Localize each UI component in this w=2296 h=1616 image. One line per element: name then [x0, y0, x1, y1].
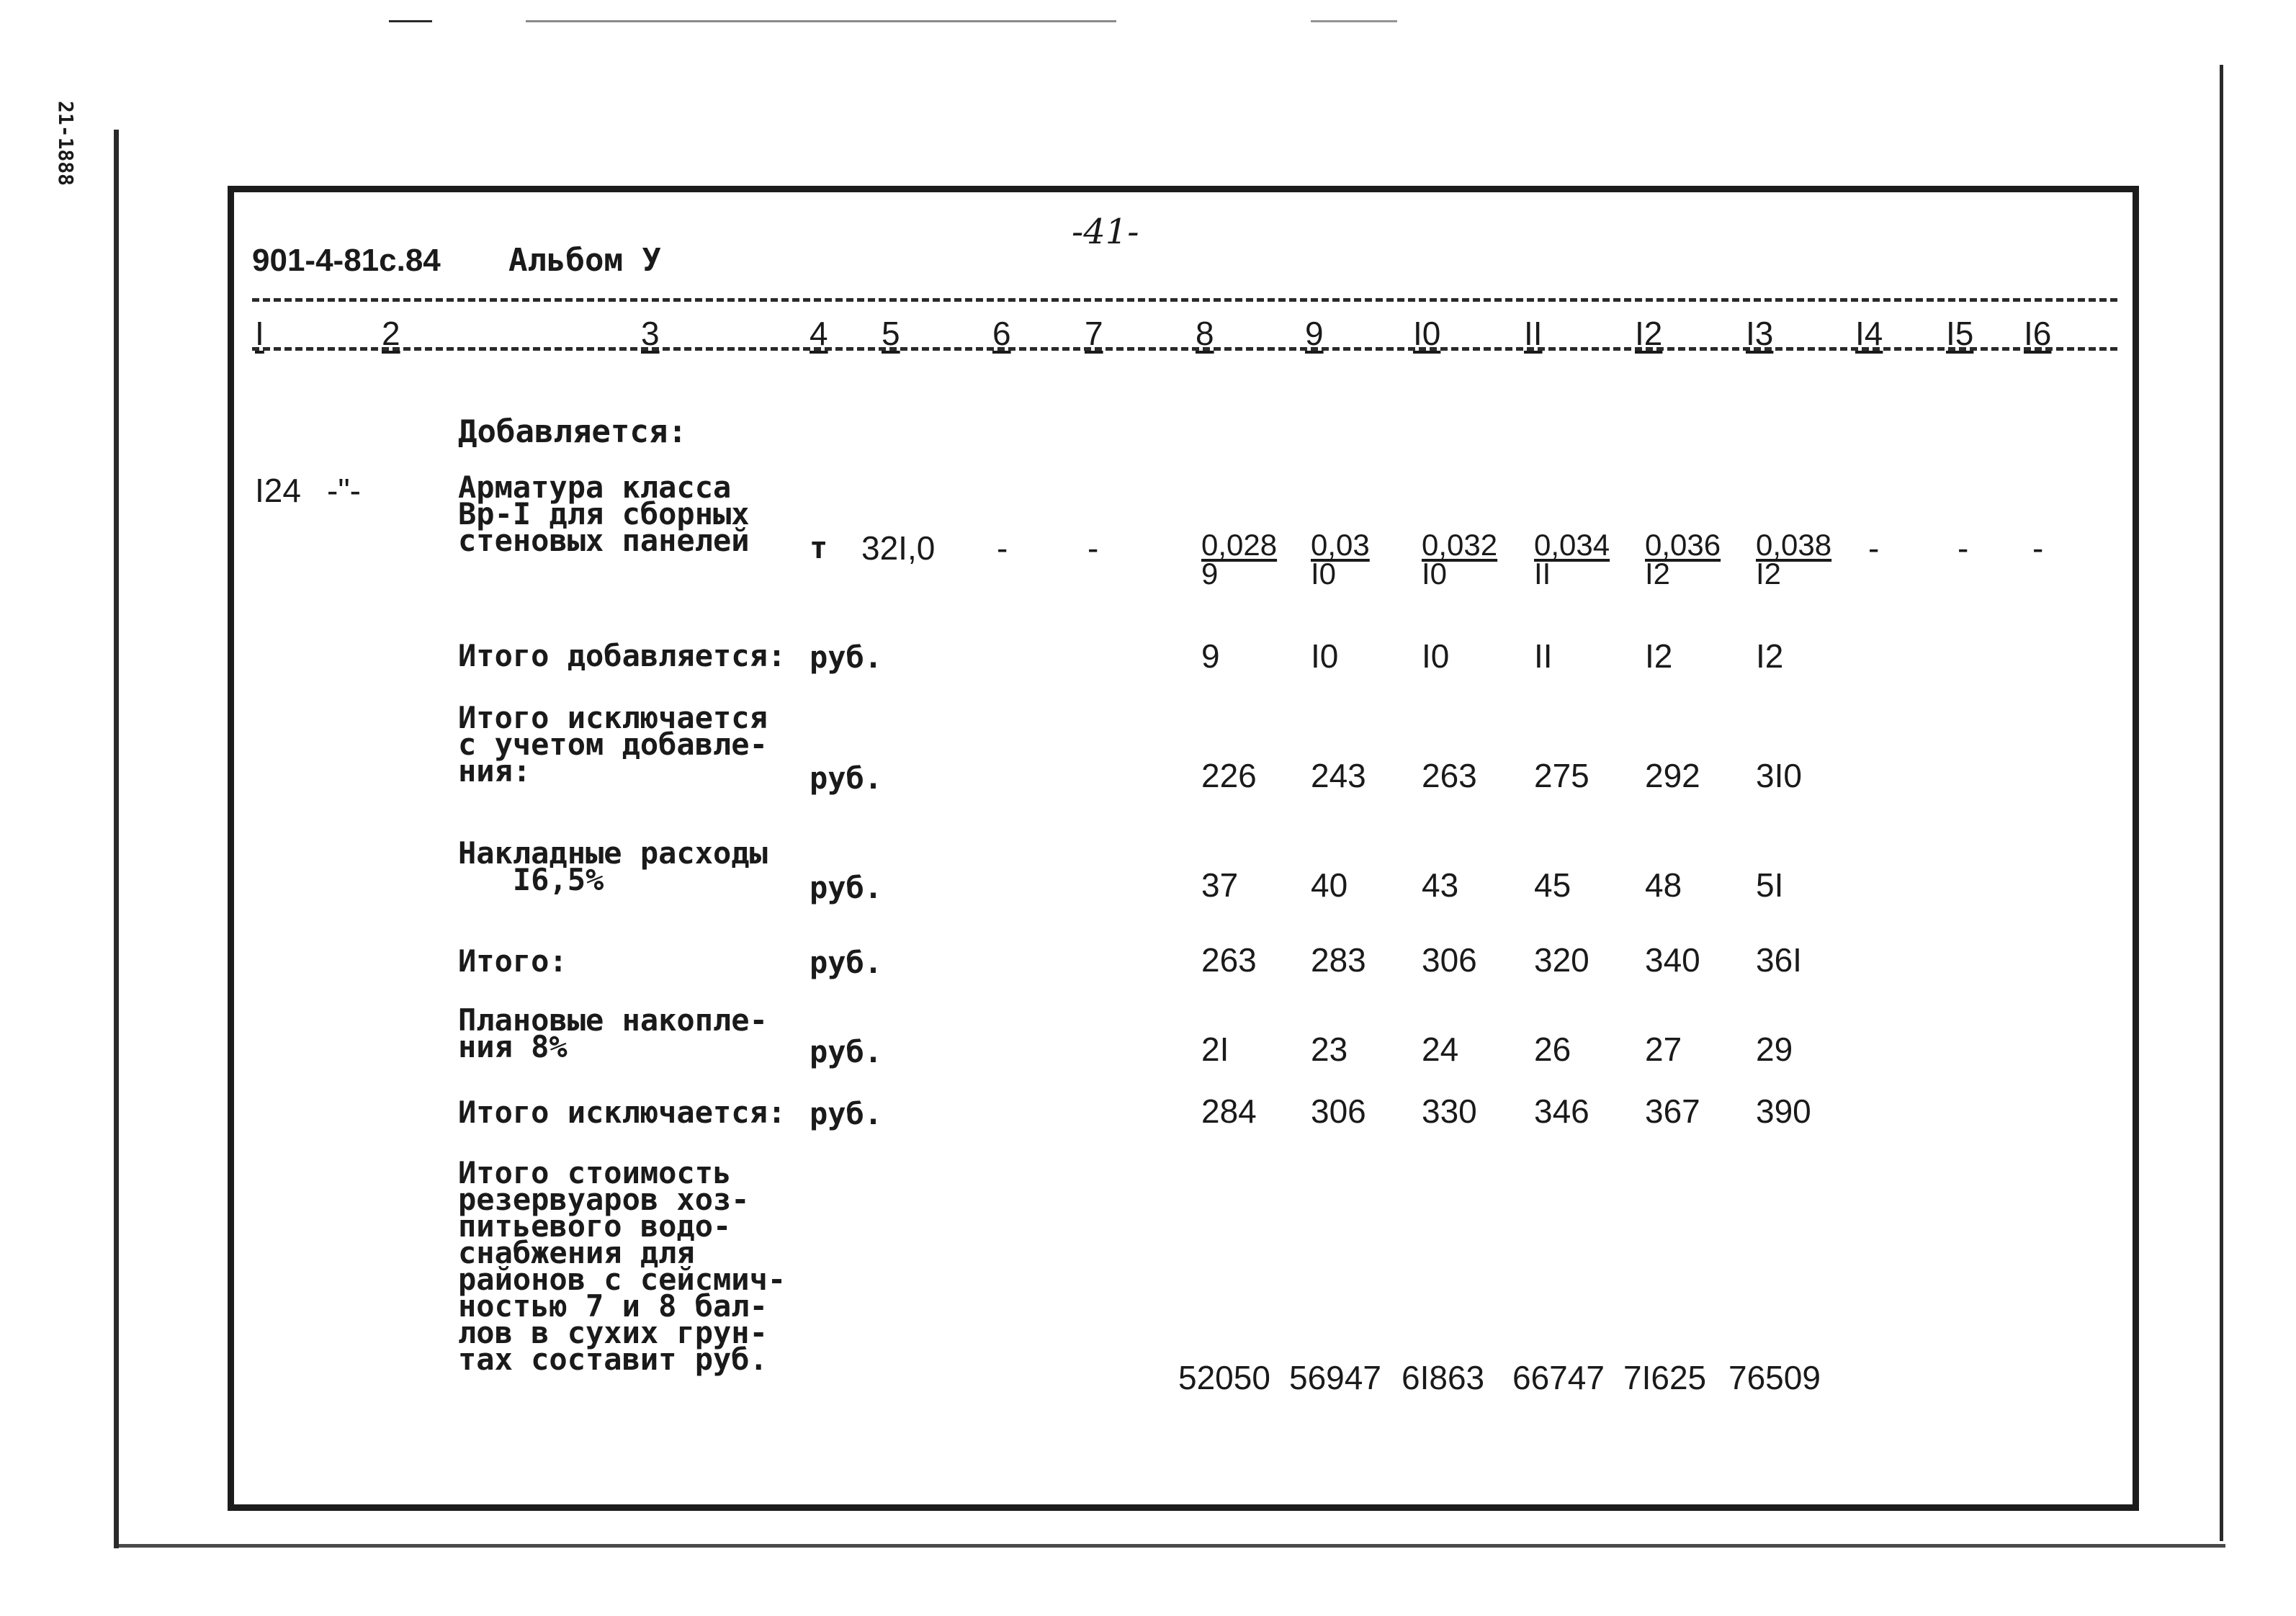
item-unit: т	[810, 530, 828, 565]
summary-value: 40	[1311, 866, 1348, 904]
column-number: I5	[1946, 315, 1974, 352]
quantity-fraction	[1645, 530, 1721, 589]
summary-value: 37	[1201, 866, 1239, 904]
total-label-line: районов с сейсмич-	[458, 1262, 786, 1297]
item-price: 32I,0	[861, 529, 936, 567]
summary-value: 3I0	[1756, 757, 1802, 794]
summary-value: 306	[1311, 1092, 1366, 1130]
summary-value: 24	[1422, 1031, 1459, 1068]
summary-unit: руб.	[810, 760, 883, 796]
section-heading: Добавляется:	[458, 413, 687, 450]
summary-unit: руб.	[810, 945, 883, 980]
summary-unit: руб.	[810, 639, 883, 675]
summary-label-line: ния 8%	[458, 1029, 568, 1064]
item-description	[458, 470, 750, 558]
summary-unit: руб.	[810, 1034, 883, 1069]
scan-line-top	[1311, 20, 1397, 22]
summary-value: 43	[1422, 866, 1459, 904]
column-number: II	[1524, 315, 1543, 352]
summary-label-line: I6,5%	[458, 862, 604, 897]
fraction-bottom: I0	[1311, 557, 1337, 591]
total-value: 56947	[1289, 1359, 1381, 1396]
item-col7: -	[1088, 529, 1099, 567]
summary-value: 45	[1534, 866, 1571, 904]
column-number: 9	[1305, 315, 1324, 352]
total-label-line: питьевого водо-	[458, 1208, 732, 1244]
side-mark: 21-1888	[54, 101, 78, 187]
summary-label-line: ния:	[458, 753, 532, 789]
summary-value: 9	[1201, 637, 1220, 675]
column-number: 5	[882, 315, 900, 352]
column-number: 3	[641, 315, 660, 352]
summary-value: 284	[1201, 1092, 1257, 1130]
total-value: 52050	[1178, 1359, 1270, 1396]
column-header-rule-bottom	[252, 347, 2117, 351]
quantity-fraction	[1756, 530, 1831, 589]
summary-value: 23	[1311, 1031, 1348, 1068]
summary-value: II	[1534, 637, 1553, 675]
total-label-line: Итого стоимость	[458, 1155, 732, 1190]
scan-line-top	[526, 20, 1116, 22]
sheet-left-edge	[114, 130, 119, 1548]
summary-label	[458, 835, 768, 897]
item-description-line: Арматура класса	[458, 470, 732, 505]
column-number: I6	[2024, 315, 2052, 352]
summary-label-line: Итого:	[458, 943, 568, 979]
summary-value: 27	[1645, 1031, 1682, 1068]
fraction-top: 0,036	[1645, 528, 1721, 562]
summary-value: 367	[1645, 1092, 1700, 1130]
total-label-line: ностью 7 и 8 бал-	[458, 1288, 768, 1324]
summary-label	[458, 943, 568, 979]
summary-value: 275	[1534, 757, 1589, 794]
column-number: 4	[810, 315, 828, 352]
summary-unit: руб.	[810, 1096, 883, 1131]
summary-label-line: с учетом добавле-	[458, 727, 768, 762]
summary-value: 26	[1534, 1031, 1571, 1068]
fraction-bottom: II	[1534, 557, 1551, 591]
page-number-mark: -41-	[1072, 212, 1139, 252]
column-number: I4	[1855, 315, 1883, 352]
fraction-bottom: I2	[1645, 557, 1671, 591]
summary-label	[458, 700, 768, 789]
summary-label	[458, 638, 786, 673]
summary-label	[458, 1095, 786, 1130]
column-number: 2	[382, 315, 400, 352]
fraction-bottom: I0	[1422, 557, 1448, 591]
column-number: I	[255, 315, 264, 352]
summary-value: I0	[1422, 637, 1450, 675]
summary-label-line: Итого добавляется:	[458, 638, 786, 673]
total-label-line: резервуаров хоз-	[458, 1182, 750, 1217]
sheet-right-edge	[2220, 65, 2223, 1541]
summary-value: 263	[1201, 941, 1257, 979]
total-label-line: тах составит руб.	[458, 1342, 768, 1377]
fraction-top: 0,034	[1534, 528, 1610, 562]
summary-value: 320	[1534, 941, 1589, 979]
item-tail-dash: -	[1868, 529, 1880, 567]
summary-value: 263	[1422, 757, 1477, 794]
item-description-line: стеновых панелей	[458, 523, 750, 558]
total-value: 6I863	[1402, 1359, 1485, 1396]
summary-value: 340	[1645, 941, 1700, 979]
column-number: I2	[1635, 315, 1663, 352]
summary-value: I0	[1311, 637, 1339, 675]
fraction-top: 0,03	[1311, 528, 1370, 562]
quantity-fraction	[1534, 530, 1610, 589]
summary-unit: руб.	[810, 870, 883, 905]
summary-value: 5I	[1756, 866, 1784, 904]
total-label-line: снабжения для	[458, 1235, 695, 1270]
summary-value: 330	[1422, 1092, 1477, 1130]
column-number: I0	[1413, 315, 1441, 352]
fraction-top: 0,028	[1201, 528, 1278, 562]
summary-label-line: Плановые накопле-	[458, 1002, 768, 1038]
summary-value: 2I	[1201, 1031, 1229, 1068]
total-label-line: лов в сухих грун-	[458, 1315, 768, 1350]
column-number: 7	[1085, 315, 1103, 352]
quantity-fraction	[1311, 530, 1370, 589]
item-description-line: Вр-I для сборных	[458, 496, 750, 531]
summary-value: 36I	[1756, 941, 1802, 979]
item-tail-dash: -	[2032, 529, 2044, 567]
summary-value: 226	[1201, 757, 1257, 794]
summary-label-line: Итого исключается:	[458, 1095, 786, 1130]
column-number: I3	[1746, 315, 1774, 352]
summary-value: I2	[1645, 637, 1673, 675]
quantity-fraction	[1422, 530, 1497, 589]
total-label	[458, 1155, 786, 1377]
fraction-top: 0,038	[1756, 528, 1832, 562]
summary-value: 29	[1756, 1031, 1793, 1068]
column-header-rule-top	[252, 298, 2117, 302]
scan-line-top	[389, 20, 432, 22]
summary-value: 48	[1645, 866, 1682, 904]
column-number: 8	[1196, 315, 1214, 352]
summary-label-line: Накладные расходы	[458, 835, 768, 871]
sheet-bottom-edge	[115, 1544, 2225, 1548]
summary-value: 390	[1756, 1092, 1811, 1130]
album-label: Альбом У	[508, 242, 661, 279]
fraction-top: 0,032	[1422, 528, 1498, 562]
item-col6: -	[997, 529, 1008, 567]
fraction-bottom: I2	[1756, 557, 1782, 591]
summary-value: I2	[1756, 637, 1784, 675]
summary-value: 346	[1534, 1092, 1589, 1130]
summary-value: 243	[1311, 757, 1366, 794]
summary-label	[458, 1002, 768, 1064]
total-value: 66747	[1512, 1359, 1605, 1396]
item-tail-dash: -	[1958, 529, 1969, 567]
total-value: 7I625	[1623, 1359, 1707, 1396]
item-number: I24	[255, 472, 301, 509]
item-ditto: -"-	[327, 472, 361, 509]
summary-value: 306	[1422, 941, 1477, 979]
summary-value: 292	[1645, 757, 1700, 794]
column-number: 6	[992, 315, 1011, 352]
fraction-bottom: 9	[1201, 557, 1219, 591]
summary-value: 283	[1311, 941, 1366, 979]
document-code: 901-4-81с.84	[252, 243, 441, 278]
total-value: 76509	[1728, 1359, 1821, 1396]
summary-label-line: Итого исключается	[458, 700, 768, 735]
quantity-fraction	[1201, 530, 1277, 589]
